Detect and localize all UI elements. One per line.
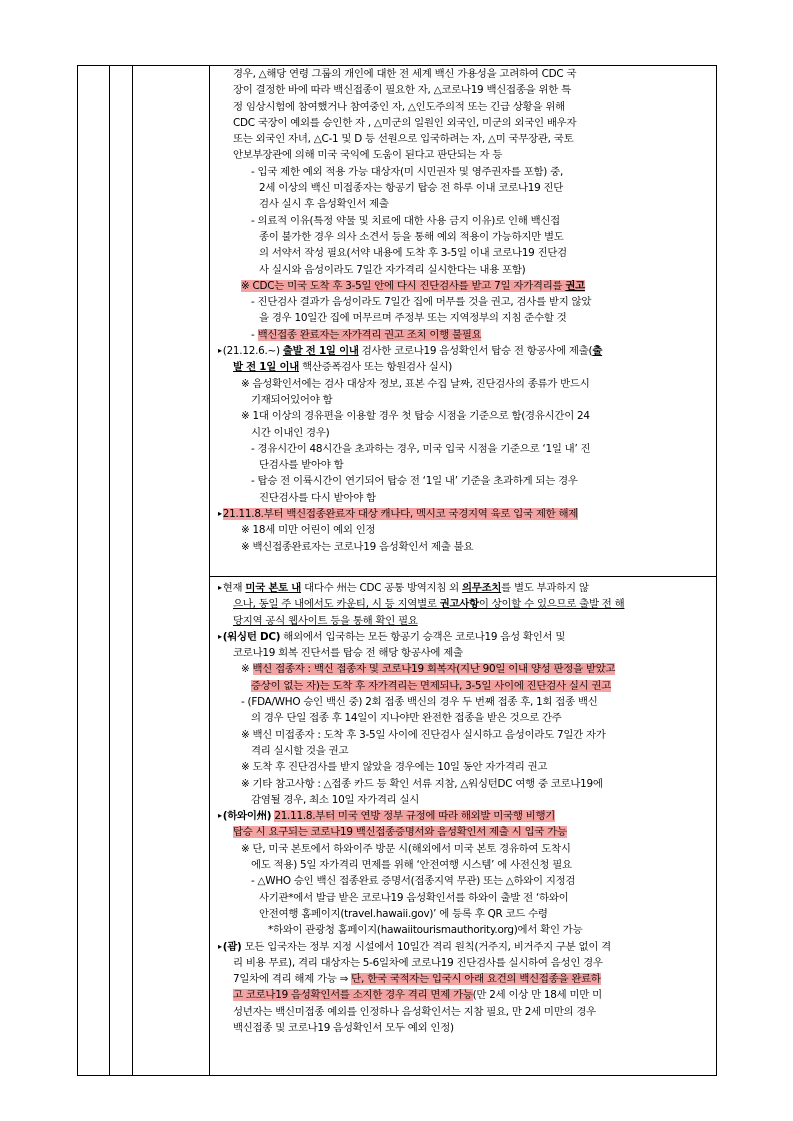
text-span: 단검사를 받아야 함: [259, 459, 344, 472]
text-span: 기재되어있어야 함: [251, 393, 333, 406]
text-span: 대다수 州는 CDC 공통 방역지침 외: [301, 582, 463, 594]
column-divider-1: [109, 66, 110, 1075]
text-span: 출: [592, 345, 603, 358]
text-span: 백신접종 완료자는 자가격리 권고 조치 이행 불필요: [257, 328, 482, 341]
text-span: 의 경우 단일 접종 후 14일이 지나야만 완전한 접종을 받은 것으로 간주: [251, 712, 562, 725]
text-line: [218, 971, 784, 987]
text-line: [218, 824, 784, 840]
text-line: [218, 441, 784, 457]
text-span: ※ 단, 미국 본토에서 하와이주 방문 시(해외에서 미국 본토 경유하여 도착시: [241, 842, 571, 855]
text-span: 핵산증폭검사 또는 항원검사 실시): [299, 361, 453, 374]
text-line: [218, 727, 784, 743]
text-line: [218, 99, 784, 115]
text-line: [218, 776, 784, 792]
text-span: 종이 불가한 경우 의사 소견서 등을 통해 예외 적용이 가능하지만 별도: [259, 230, 564, 243]
text-line: [218, 759, 784, 775]
text-line: [218, 629, 784, 645]
text-span: 출발 전 1일 이내: [282, 345, 359, 358]
text-line: [218, 376, 784, 392]
text-line: [218, 359, 784, 375]
lower-content-cell: [218, 580, 784, 1036]
text-span: - 탑승 전 이륙시간이 연기되어 탑승 전 ‘1일 내’ 기준을 초과하게 되는 경우: [251, 475, 578, 488]
text-span: 발 전 1일 이내: [233, 361, 300, 374]
text-line: [218, 873, 784, 889]
text-span: 안전여행 홈페이지(travel.hawaii.gov)’ 에 등록 후 QR 코드 수령: [259, 907, 548, 920]
text-span: -: [251, 328, 258, 341]
text-line: [218, 115, 784, 131]
text-line: [218, 939, 784, 955]
text-line: [218, 678, 784, 694]
bullet-triangle-icon: ▸: [218, 509, 222, 519]
text-span: 백신 접종자 : 백신 접종자 및 코로나19 회복자(지난 90일 이내 양성 판정을 받았고: [252, 663, 616, 676]
text-span: 이 상이할 수 있으므로 출발 전 해: [478, 598, 625, 611]
document-table: [77, 65, 717, 1076]
text-span: 백신접종 및 코로나19 음성확인서 모두 예외 인정): [233, 1022, 454, 1035]
column-divider-2: [132, 66, 133, 1075]
text-span: ※ 도착 후 진단검사를 받지 않았을 경우에는 10일 동안 자가격리 권고: [241, 761, 548, 774]
text-line: [218, 213, 784, 229]
text-span: *하와이 관광청 홈페이지(hawaiitourismauthority.org)에서 확인 가능: [268, 924, 583, 937]
text-span: - 경유시간이 48시간을 초과하는 경우, 미국 입국 시점을 기준으로 ‘1일 내’ 진: [251, 442, 591, 455]
text-span: 탑승 시 요구되는 코로나19 백신접종증명서와 음성확인서 제출 시 입국 가능: [233, 826, 567, 839]
text-line: [218, 645, 784, 661]
text-line: [218, 522, 784, 538]
text-span: 의 서약서 작성 필요(서약 내용에 도착 후 3-5일 이내 코로나19 진단검: [259, 247, 567, 260]
text-span: 의무조치: [462, 582, 502, 594]
text-line: [218, 596, 784, 612]
text-span: 모든 입국자는 정부 지정 시설에서 10일간 격리 원칙(거주지, 비거주지 구분 없이 격: [241, 940, 611, 953]
text-span: 성년자는 백신미접종 예외를 인정하나 음성확인서는 지참 필요, 만 2세 미만의 경우: [233, 1005, 596, 1018]
text-span: (워싱턴 DC): [222, 630, 281, 643]
text-line: [218, 66, 784, 82]
text-line: [218, 147, 784, 163]
text-span: CDC 국장이 예외를 승인한 자 , △미군의 일원인 외국인, 미군의 외국인 배우자: [233, 116, 577, 129]
text-span: - (FDA/WHO 승인 백신 중) 2회 접종 백신의 경우 두 번째 접종 후, 1회 접종 백신: [241, 696, 598, 709]
text-span: 정 임상시험에 참여했거나 참여중인 자, △인도주의적 또는 긴급 상황을 위해: [233, 100, 565, 113]
text-span: ※ CDC는 미국 도착 후 3-5일 안에 다시 진단검사를 받고 7일 자가격리를: [241, 279, 566, 292]
text-span: 권고사항: [439, 598, 479, 611]
text-line: [218, 392, 784, 408]
bullet-triangle-icon: ▸: [218, 941, 222, 951]
text-span: 당지역 공식 웹사이트 등을 통해 확인 필요: [233, 614, 418, 627]
text-line: [218, 1004, 784, 1020]
text-span: ※ 백신 미접종자 : 도착 후 3-5일 사이에 진단검사 실시하고 음성이라도 7일간 자가: [241, 728, 606, 741]
text-span: 경우, △해당 연령 그룹의 개인에 대한 전 세계 백신 가용성을 고려하여 CDC 국: [233, 68, 577, 80]
text-span: 고 코로나19 음성확인서를 소지한 경우 격리 면제 가능: [233, 989, 473, 1002]
text-line: [218, 613, 784, 629]
text-line: [218, 694, 784, 710]
text-line: [218, 327, 784, 343]
text-line: [218, 808, 784, 824]
text-line: [218, 164, 784, 180]
text-line: [218, 1020, 784, 1036]
text-span: 2세 이상의 백신 미접종자는 항공기 탑승 전 하루 이내 코로나19 진단: [259, 182, 564, 195]
text-span: (만 2세 이상 만 18세 미만 미: [472, 989, 602, 1002]
text-line: [218, 955, 784, 971]
text-line: [218, 792, 784, 808]
row-divider: [210, 576, 716, 577]
text-line: [218, 245, 784, 261]
text-span: 21.11.8.부터 백신접종완료자 대상 캐나다, 멕시코 국경지역 육로 입국 제한 해제: [222, 508, 579, 521]
text-line: [218, 196, 784, 212]
text-span: 7일차에 격리 해제 가능 ⇒: [233, 973, 352, 986]
text-span: 권고: [565, 279, 585, 292]
text-line: [218, 661, 784, 677]
text-span: 해외에서 입국하는 모든 항공기 승객은 코로나19 음성 확인서 및: [280, 630, 566, 643]
column-divider-3: [209, 66, 210, 1075]
text-line: [218, 229, 784, 245]
text-span: 검사한 코로나19 음성확인서 탑승 전 항공사에 제출(: [358, 345, 593, 358]
text-span: - 의료적 이유(특정 약물 및 치료에 대한 사용 금지 이유)로 인해 백신접: [251, 214, 560, 227]
text-span: - 진단검사 결과가 음성이라도 7일간 집에 머무를 것을 권고, 검사를 받지 않았: [251, 296, 592, 309]
bullet-triangle-icon: ▸: [218, 811, 222, 821]
text-span: 또는 외국인 자녀, △C-1 및 D 등 선원으로 입국하려는 자, △미 국무장관, 국토: [233, 133, 574, 146]
text-line: [218, 310, 784, 326]
text-line: [218, 278, 784, 294]
text-span: 증상이 없는 자)는 도착 후 자가격리는 면제되나, 3-5일 사이에 진단검사 실시 권고: [251, 679, 612, 692]
text-span: 21.11.8.부터 미국 연방 정부 규정에 따라 해외발 미국행 비행기: [274, 810, 556, 823]
text-span: 검사 실시 후 음성확인서 제출: [259, 198, 389, 211]
text-line: [218, 343, 784, 359]
text-line: [218, 710, 784, 726]
text-span: 코로나19 회복 진단서를 탑승 전 해당 항공사에 제출: [233, 647, 463, 660]
text-span: ※ 백신접종완료자는 코로나19 음성확인서 제출 불요: [241, 540, 474, 553]
text-span: 단, 한국 국적자는 입국시 아래 요건의 백신접종을 완료하: [351, 973, 601, 986]
text-line: [218, 857, 784, 873]
text-span: 사기관*에서 발급 받은 코로나19 음성확인서를 하와이 출발 전 ‘하와이: [259, 891, 569, 904]
text-line: [218, 425, 784, 441]
text-span: 에도 적용) 5일 자가격리 면제를 위해 ‘안전여행 시스템’ 에 사전신청 필요: [251, 859, 572, 872]
text-span: (하와이州): [222, 810, 272, 823]
text-span: ※ 기타 참고사항 : △접종 카드 등 확인 서류 지참, △워싱턴DC 여행 중 코로나19에: [241, 777, 603, 790]
text-span: 시간 이내인 경우): [251, 426, 330, 439]
text-line: [218, 580, 784, 596]
text-line: [218, 506, 784, 522]
text-line: [218, 841, 784, 857]
text-span: 미국 본토 내: [245, 582, 302, 594]
text-line: [218, 490, 784, 506]
text-line: [218, 906, 784, 922]
text-span: 격리 실시할 것을 권고: [251, 744, 349, 757]
text-line: [218, 294, 784, 310]
text-span: ※: [241, 663, 253, 676]
text-span: 현재: [222, 582, 246, 594]
text-span: 진단검사를 다시 받아야 함: [259, 491, 376, 504]
text-line: [218, 743, 784, 759]
text-span: (괌): [222, 940, 242, 953]
text-span: (21.12.6.~): [222, 345, 283, 358]
text-line: [218, 408, 784, 424]
text-span: 을 경우 10일간 집에 머무르며 주정부 또는 지역정부의 지침 준수할 것: [259, 312, 567, 325]
text-span: 장이 결정한 바에 따라 백신접종이 필요한 자, △코로나19 백신접종을 위한 특: [233, 84, 571, 97]
text-line: [218, 457, 784, 473]
text-span: 감염될 경우, 최소 10일 자가격리 실시: [251, 793, 420, 806]
bullet-triangle-icon: ▸: [218, 346, 222, 356]
text-line: [218, 82, 784, 98]
text-line: [218, 987, 784, 1003]
text-span: - △WHO 승인 백신 접종완료 증명서(접종지역 무관) 또는 △하와이 지정검: [251, 875, 576, 888]
text-span: ※ 1대 이상의 경유편을 이용할 경우 첫 탑승 시점을 기준으로 함(경유시간이 24: [241, 410, 590, 423]
upper-content-cell: [218, 66, 784, 555]
text-line: [218, 890, 784, 906]
text-span: - 입국 제한 예외 적용 가능 대상자(미 시민권자 및 영주권자를 포함) 중,: [251, 165, 563, 178]
text-span: 안보부장관에 의해 미국 국익에 도움이 된다고 판단되는 자 등: [233, 149, 503, 162]
text-line: [218, 922, 784, 938]
text-line: [218, 262, 784, 278]
text-span: 리 비용 무료), 격리 대상자는 5-6일차에 코로나19 진단검사를 실시하여 음성인 경우: [233, 956, 603, 969]
text-line: [218, 539, 784, 555]
bullet-triangle-icon: ▸: [218, 631, 222, 641]
text-span: 으나, 동일 주 내에서도 카운티, 시 등 지역별로: [233, 598, 440, 611]
text-line: [218, 180, 784, 196]
text-line: [218, 473, 784, 489]
text-span: ※ 18세 미만 어린이 예외 인정: [241, 524, 376, 537]
bullet-triangle-icon: ▸: [218, 583, 222, 592]
text-line: [218, 131, 784, 147]
text-span: ※ 음성확인서에는 검사 대상자 정보, 표본 수집 날짜, 진단검사의 종류가 반드시: [241, 377, 590, 390]
text-span: 사 실시와 음성이라도 7일간 자가격리 실시한다는 내용 포함): [259, 263, 526, 276]
text-span: 를 별도 부과하지 않: [501, 582, 589, 594]
